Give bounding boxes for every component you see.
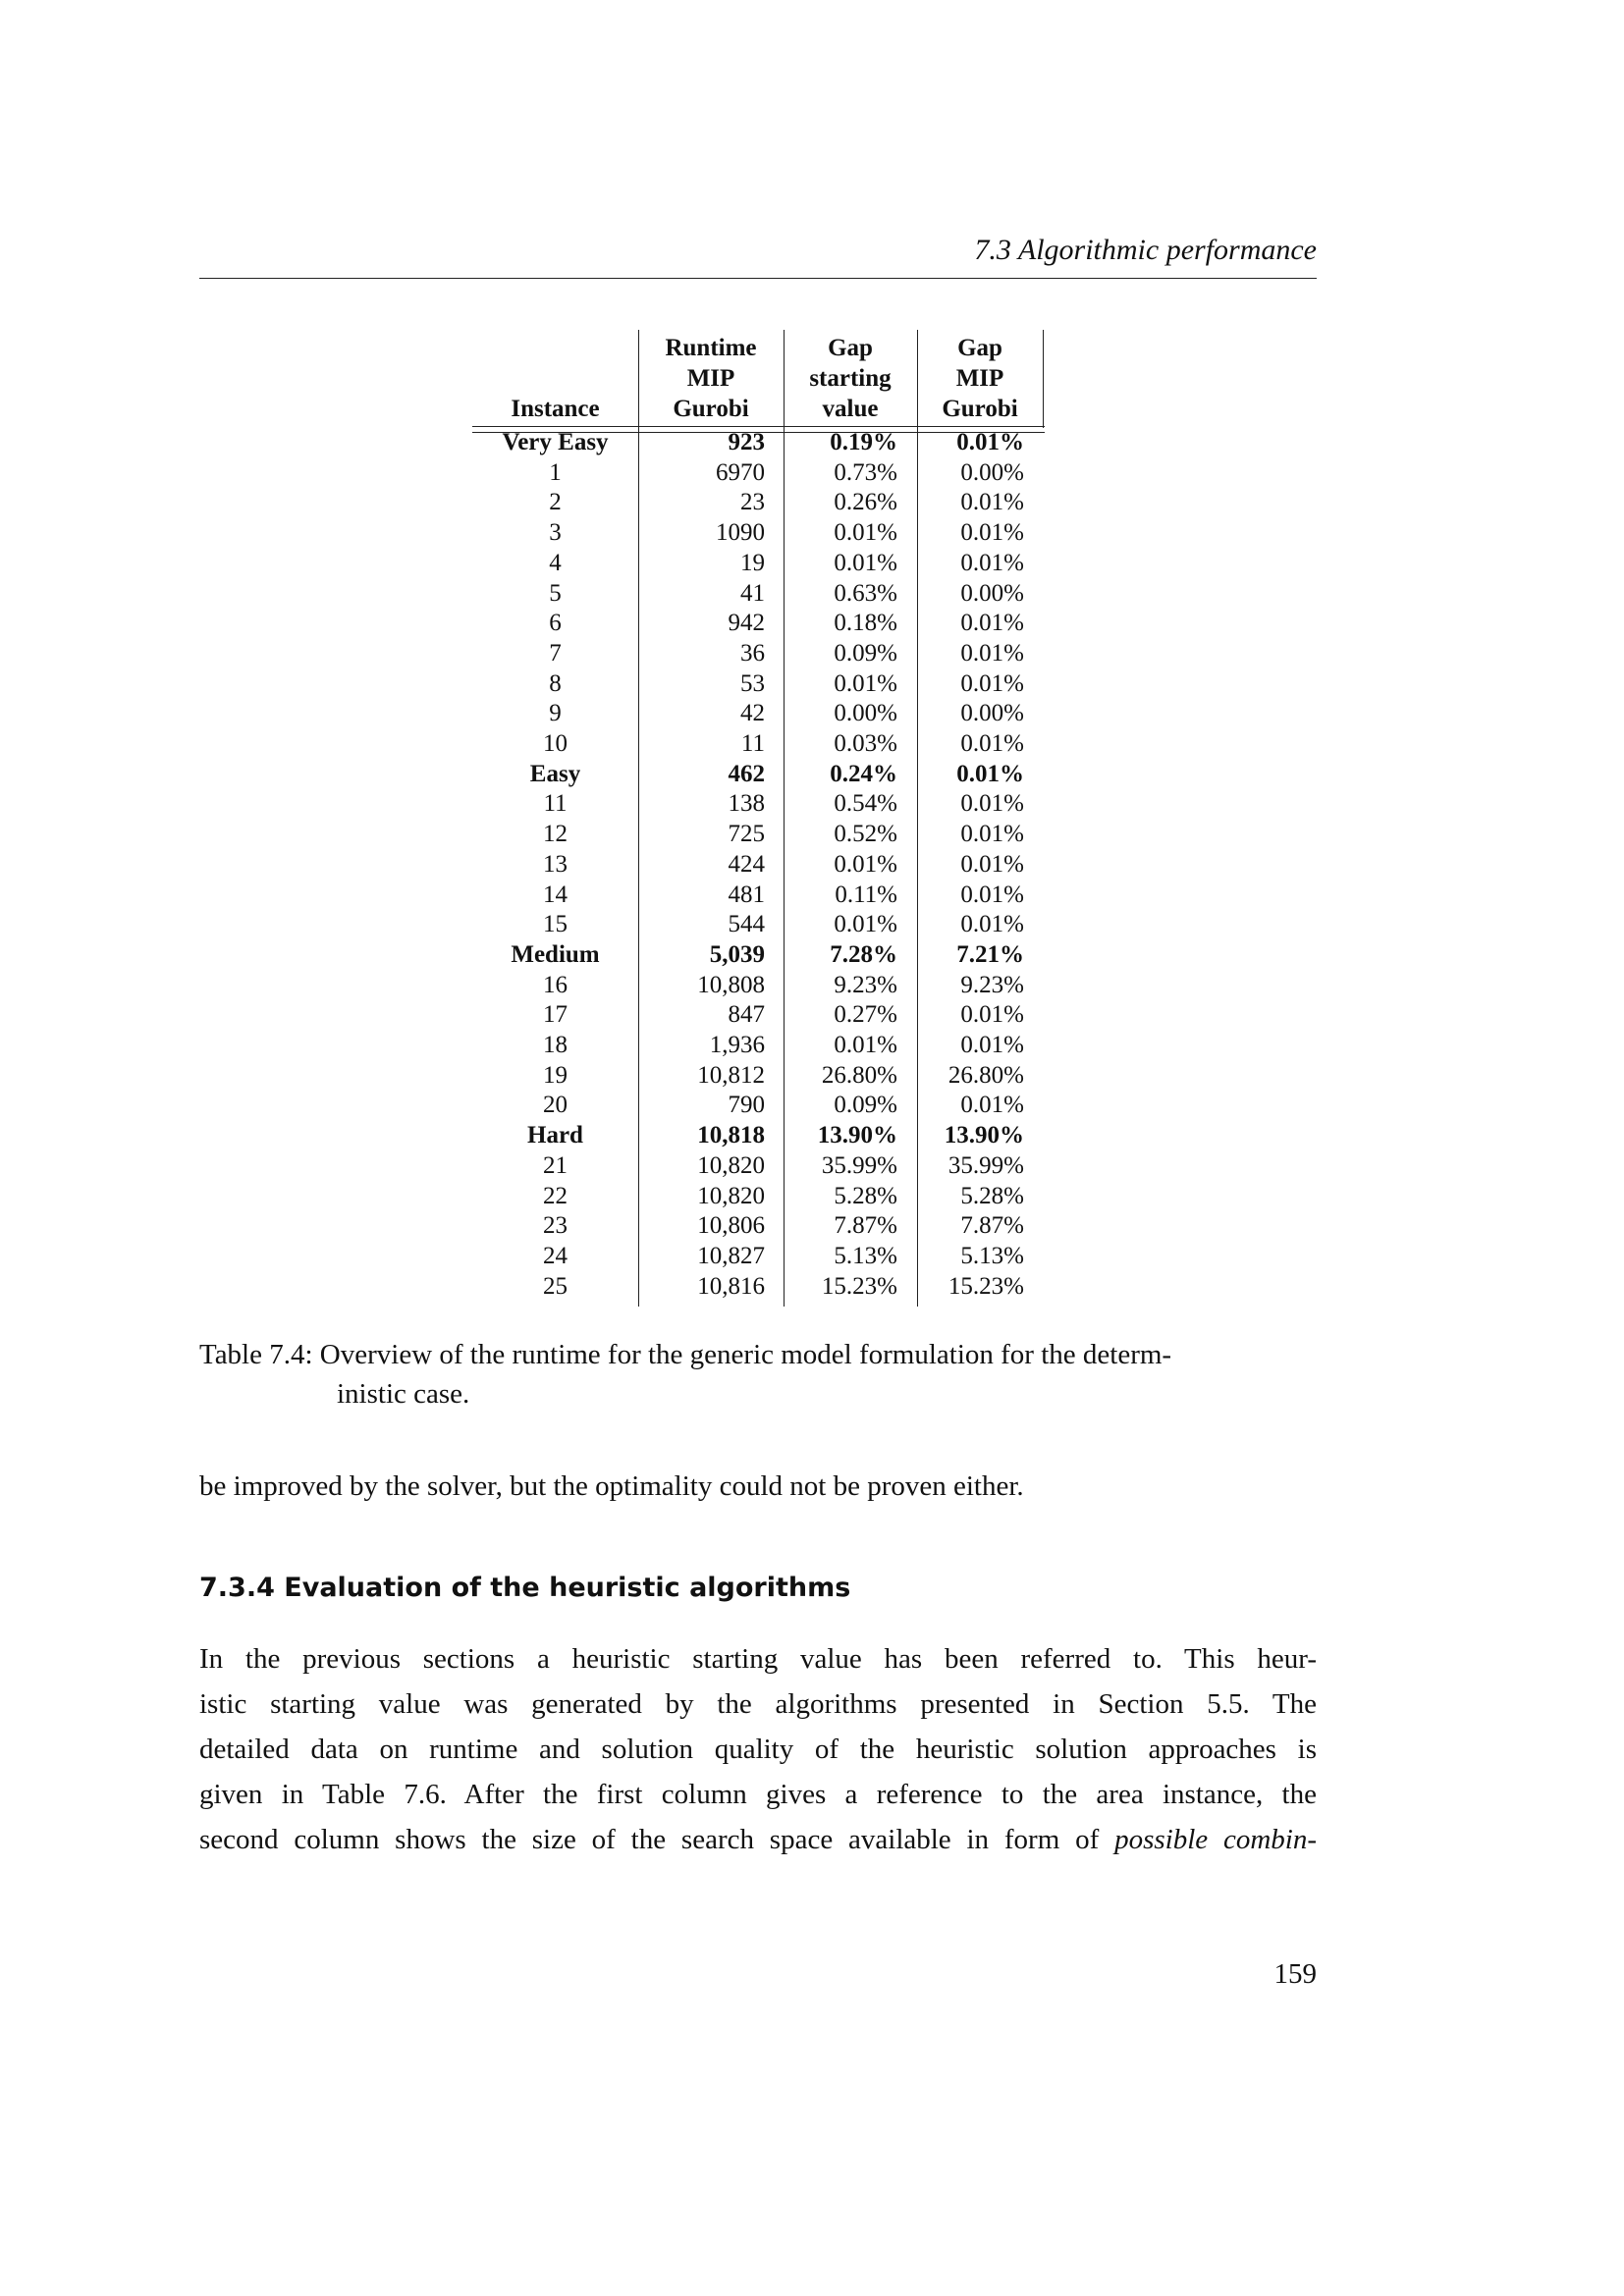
table-row-gap-mip: 0.01% bbox=[960, 881, 1024, 908]
paragraph-line: In the previous sections a heuristic starting value has been referred to. This heur- bbox=[199, 1643, 1317, 1675]
table-row-gap-mip: 0.01% bbox=[960, 519, 1024, 547]
paragraph-italic-text: possible combin- bbox=[1114, 1824, 1317, 1855]
table-row-runtime: 481 bbox=[728, 881, 765, 908]
caption-line-2: inistic case. bbox=[337, 1378, 470, 1410]
table-row-gap-start: 0.01% bbox=[834, 1032, 897, 1058]
table-row-instance: 9 bbox=[549, 700, 562, 727]
table-row-gap-start: 7.87% bbox=[834, 1212, 897, 1240]
table-row-runtime: 10,806 bbox=[697, 1212, 765, 1240]
table-row-runtime: 1090 bbox=[716, 519, 765, 547]
table-group-row-gap-start: 7.28% bbox=[830, 940, 897, 968]
table-row-instance: 25 bbox=[543, 1272, 568, 1300]
table-row-runtime: 53 bbox=[740, 669, 765, 697]
table-row-gap-start: 5.13% bbox=[834, 1242, 897, 1269]
table-row-gap-mip: 9.23% bbox=[960, 971, 1024, 998]
carryover-text: be improved by the solver, but the optimality could not be proven either. bbox=[199, 1470, 1024, 1502]
section-heading: 7.3.4 Evaluation of the heuristic algorithms bbox=[199, 1573, 851, 1603]
table-header-cell: Runtime bbox=[665, 335, 757, 361]
table-header-cell: Gap bbox=[828, 335, 873, 361]
table-row-gap-start: 9.23% bbox=[834, 971, 897, 998]
column-divider-right bbox=[1043, 330, 1044, 428]
table-row-gap-mip: 0.01% bbox=[960, 790, 1024, 818]
table-group-row-gap-start: 0.24% bbox=[830, 760, 897, 787]
table-header-cell: starting bbox=[809, 364, 892, 392]
table-row-gap-mip: 0.01% bbox=[960, 639, 1024, 667]
table-row-gap-mip: 5.28% bbox=[960, 1182, 1024, 1209]
table-row-gap-start: 0.52% bbox=[834, 821, 897, 848]
table-row-gap-mip: 26.80% bbox=[947, 1061, 1024, 1089]
table-group-row-instance: Medium bbox=[511, 940, 600, 968]
table-row-gap-start: 0.09% bbox=[834, 639, 897, 667]
table-row-gap-start: 0.01% bbox=[834, 850, 897, 878]
table-header-cell: Gurobi bbox=[673, 395, 749, 422]
table-row-instance: 11 bbox=[543, 790, 568, 818]
table-row-instance: 14 bbox=[543, 881, 568, 908]
paragraph-line: given in Table 7.6. After the first column gives a reference to the area instance, the bbox=[199, 1779, 1317, 1810]
table-header-cell: MIP bbox=[955, 364, 1004, 392]
table-row-gap-start: 0.03% bbox=[834, 730, 897, 757]
table-row-instance: 6 bbox=[549, 610, 562, 637]
table-group-row-gap-start: 13.90% bbox=[817, 1122, 897, 1149]
table-group-row-runtime: 462 bbox=[728, 760, 765, 787]
table-row-instance: 1 bbox=[549, 458, 562, 486]
table-row-gap-start: 0.01% bbox=[834, 669, 897, 697]
caption-line-1: Table 7.4: Overview of the runtime for the generic model formulation for the determ- bbox=[199, 1339, 1172, 1370]
table-row-runtime: 42 bbox=[740, 700, 765, 727]
table-group-row-runtime: 5,039 bbox=[709, 940, 765, 968]
table-row-gap-start: 0.18% bbox=[834, 610, 897, 637]
table-row-gap-mip: 0.01% bbox=[960, 1032, 1024, 1058]
table-row-instance: 13 bbox=[543, 850, 568, 878]
table-row-runtime: 1,936 bbox=[709, 1032, 765, 1058]
table-group-row-runtime: 923 bbox=[728, 429, 765, 455]
table-row-instance: 21 bbox=[543, 1151, 568, 1179]
table-header-cell: MIP bbox=[686, 364, 735, 392]
table-row-instance: 18 bbox=[543, 1032, 568, 1058]
table-header-cell: value bbox=[822, 395, 879, 422]
table-row-gap-mip: 0.00% bbox=[960, 700, 1024, 727]
running-header: 7.3 Algorithmic performance bbox=[974, 234, 1317, 266]
table-row-runtime: 725 bbox=[728, 821, 765, 848]
table-row-runtime: 10,820 bbox=[697, 1151, 765, 1179]
table-row-instance: 3 bbox=[549, 519, 562, 547]
table-row-runtime: 6970 bbox=[716, 458, 765, 486]
table-row-runtime: 544 bbox=[728, 911, 765, 938]
table-row-gap-mip: 35.99% bbox=[947, 1151, 1024, 1179]
table-row-gap-start: 5.28% bbox=[834, 1182, 897, 1209]
table-group-row-instance: Easy bbox=[529, 760, 581, 787]
table-row-gap-start: 0.54% bbox=[834, 790, 897, 818]
table-row-runtime: 847 bbox=[728, 1001, 765, 1029]
table-row-runtime: 10,816 bbox=[697, 1272, 765, 1300]
table-row-gap-mip: 0.01% bbox=[960, 821, 1024, 848]
table-row-gap-start: 0.27% bbox=[834, 1001, 897, 1029]
table-row-gap-mip: 0.01% bbox=[960, 489, 1024, 516]
table-row-runtime: 41 bbox=[740, 579, 765, 607]
runtime-table bbox=[472, 330, 1045, 1307]
table-row-runtime: 10,820 bbox=[697, 1182, 765, 1209]
paragraph-line-last bbox=[199, 1824, 1317, 1856]
table-row-gap-start: 0.00% bbox=[834, 700, 897, 727]
table-row-gap-mip: 0.01% bbox=[960, 669, 1024, 697]
table-caption bbox=[199, 1335, 1317, 1414]
table-row-runtime: 10,808 bbox=[697, 971, 765, 998]
table-row-gap-mip: 15.23% bbox=[947, 1272, 1024, 1300]
table-row-instance: 17 bbox=[543, 1001, 568, 1029]
table-row-runtime: 10,812 bbox=[697, 1061, 765, 1089]
table-row-gap-mip: 0.01% bbox=[960, 911, 1024, 938]
table-group-row-gap-mip: 13.90% bbox=[944, 1122, 1024, 1149]
table-row-instance: 20 bbox=[543, 1092, 568, 1119]
table-row-instance: 16 bbox=[543, 971, 568, 998]
table-group-row-instance: Very Easy bbox=[502, 429, 609, 455]
table-row-gap-start: 0.01% bbox=[834, 549, 897, 576]
table-row-runtime: 10,827 bbox=[697, 1242, 765, 1269]
table-row-runtime: 138 bbox=[728, 790, 765, 818]
table-row-gap-start: 0.63% bbox=[834, 579, 897, 607]
table-row-gap-mip: 0.01% bbox=[960, 730, 1024, 757]
table-group-row-instance: Hard bbox=[527, 1122, 583, 1149]
table-row-instance: 22 bbox=[543, 1182, 568, 1209]
table-header-cell: Gurobi bbox=[942, 395, 1018, 422]
table-row-gap-mip: 0.01% bbox=[960, 549, 1024, 576]
table-row-gap-mip: 7.87% bbox=[960, 1212, 1024, 1240]
table-row-instance: 10 bbox=[543, 730, 568, 757]
paragraph-line: detailed data on runtime and solution quality of the heuristic solution approaches is bbox=[199, 1734, 1317, 1765]
table-row-gap-start: 0.73% bbox=[834, 458, 897, 486]
table-row-instance: 24 bbox=[543, 1242, 568, 1269]
table-row-gap-mip: 5.13% bbox=[960, 1242, 1024, 1269]
table-row-gap-start: 0.01% bbox=[834, 519, 897, 547]
table-group-row-gap-mip: 0.01% bbox=[956, 760, 1024, 787]
header-rule bbox=[199, 278, 1317, 279]
table-row-gap-mip: 0.01% bbox=[960, 610, 1024, 637]
table-row-instance: 12 bbox=[543, 821, 568, 848]
table-header-cell: Instance bbox=[511, 395, 600, 422]
table-group-row-gap-mip: 0.01% bbox=[956, 429, 1024, 455]
table-header-cell: Gap bbox=[957, 335, 1002, 361]
table-row-instance: 19 bbox=[543, 1061, 568, 1089]
paragraph-text: second column shows the size of the search space available in form of bbox=[199, 1824, 1115, 1855]
table-row-runtime: 23 bbox=[740, 489, 765, 516]
table-row-gap-mip: 0.00% bbox=[960, 458, 1024, 486]
table-row-runtime: 790 bbox=[728, 1092, 765, 1119]
table-row-instance: 8 bbox=[549, 669, 562, 697]
table-row-gap-mip: 0.01% bbox=[960, 1092, 1024, 1119]
table-row-instance: 15 bbox=[543, 911, 568, 938]
header-rule-top bbox=[472, 426, 1045, 427]
table-row-instance: 2 bbox=[549, 489, 562, 516]
table-row-runtime: 36 bbox=[740, 639, 765, 667]
page-number: 159 bbox=[1273, 1958, 1317, 1990]
table-row-runtime: 11 bbox=[740, 730, 765, 757]
table-row-instance: 5 bbox=[549, 579, 562, 607]
table-row-gap-start: 35.99% bbox=[821, 1151, 897, 1179]
table-group-row-gap-start: 0.19% bbox=[830, 429, 897, 455]
table-row-gap-start: 0.09% bbox=[834, 1092, 897, 1119]
paragraph-line: istic starting value was generated by the algorithms presented in Section 5.5. The bbox=[199, 1688, 1317, 1720]
table-row-gap-start: 0.01% bbox=[834, 911, 897, 938]
table-row-gap-mip: 0.00% bbox=[960, 579, 1024, 607]
table-group-row-runtime: 10,818 bbox=[697, 1122, 765, 1149]
table-group-row-gap-mip: 7.21% bbox=[956, 940, 1024, 968]
table-row-gap-start: 15.23% bbox=[821, 1272, 897, 1300]
table-row-runtime: 942 bbox=[728, 610, 765, 637]
table-row-gap-mip: 0.01% bbox=[960, 1001, 1024, 1029]
table-row-gap-start: 0.26% bbox=[834, 489, 897, 516]
table-row-runtime: 424 bbox=[728, 850, 765, 878]
table-row-gap-start: 26.80% bbox=[821, 1061, 897, 1089]
table-row-instance: 7 bbox=[549, 639, 562, 667]
table-row-gap-start: 0.11% bbox=[835, 881, 897, 908]
table-row-instance: 23 bbox=[543, 1212, 568, 1240]
table-row-gap-mip: 0.01% bbox=[960, 850, 1024, 878]
table-row-instance: 4 bbox=[549, 549, 562, 576]
table-row-runtime: 19 bbox=[740, 549, 765, 576]
